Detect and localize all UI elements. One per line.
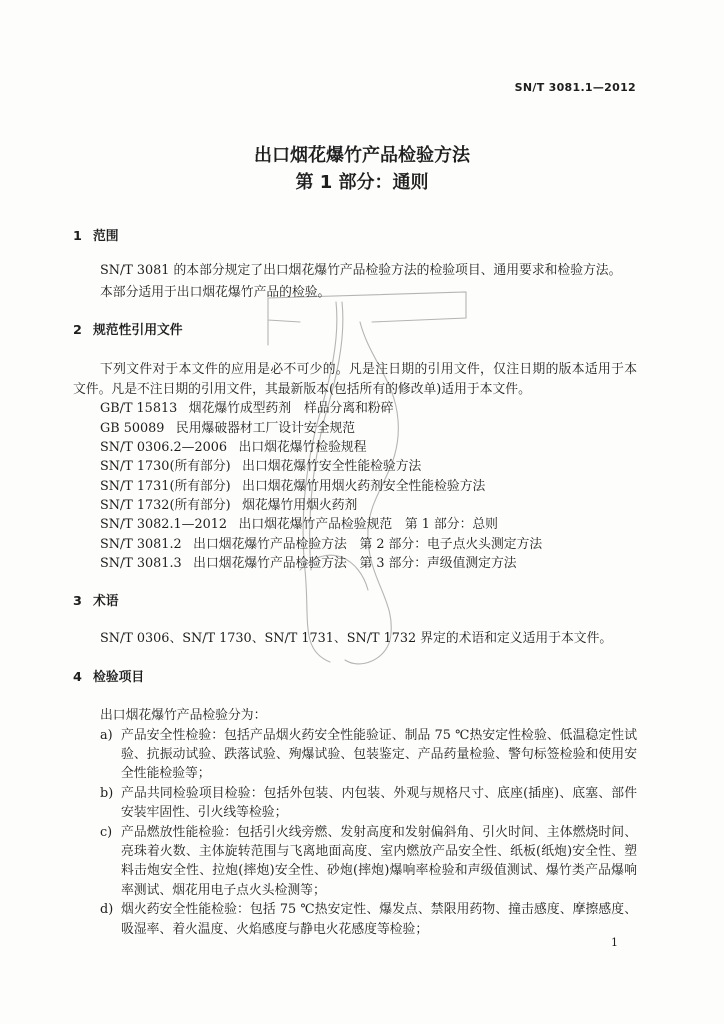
paragraph: 本部分适用于出口烟花爆竹产品的检验。 — [100, 285, 331, 301]
reference-list — [73, 399, 637, 574]
list-item — [100, 726, 637, 784]
section-heading — [73, 592, 637, 612]
reference-item — [100, 515, 637, 534]
reference-item — [100, 438, 637, 457]
list-item — [100, 823, 637, 901]
list-item-label: c) — [100, 824, 113, 840]
reference-title: 出口烟花爆竹检验规程 — [238, 439, 367, 455]
reference-item — [100, 477, 637, 496]
section-number: 2 — [73, 322, 82, 338]
list-item-text: 产品安全性检验：包括产品烟火药安全性能验证、制品 75 ℃热安定性检验、低温稳定性试验、抗振动试验、跌落试验、殉爆试验、包装鉴定、产品药量检验、警句标签检验和使用安全性能检验等； — [121, 727, 637, 782]
section-number: 3 — [73, 593, 82, 609]
reference-code: SN/T 0306.2—2006 — [100, 439, 228, 455]
reference-title: 出口烟花爆竹安全性能检验方法 — [242, 459, 422, 475]
section-title: 检验项目 — [93, 669, 145, 685]
reference-code: SN/T 3082.1—2012 — [100, 517, 228, 533]
list-item-text: 产品燃放性能检验：包括引火线旁燃、发射高度和发射偏斜角、引火时间、主体燃烧时间、亮珠着火数、主体旋转范围与飞离地面高度、室内燃放产品安全性、纸板(纸炮)安全性、塑料击炮安全性、拉炮(摔炮)安全性、砂炮(摔炮)爆响率检验和声级值测试、爆竹类产品爆响率测试、烟花用电子点火头检测等； — [121, 824, 637, 898]
section-number: 1 — [73, 229, 82, 244]
reference-code: GB 50089 — [100, 420, 165, 436]
inspection-item-list — [73, 726, 637, 939]
paragraph: 下列文件对于本文件的应用是必不可少的。凡是注日期的引用文件，仅注日期的版本适用于本文件。凡是不注日期的引用文件，其最新版本(包括所有的修改单)适用于本文件。 — [73, 362, 637, 397]
section-title: 规范性引用文件 — [93, 322, 183, 338]
title-main: 出口烟花爆竹产品检验方法 — [254, 145, 470, 166]
list-item — [100, 784, 637, 823]
reference-item — [100, 399, 637, 418]
page-number: 1 — [611, 936, 618, 949]
reference-item — [100, 496, 637, 515]
list-item-text: 产品共同检验项目检验：包括外包装、内包装、外观与规格尺寸、底座(插座)、底塞、部件安装牢固性、引火线等检验； — [121, 785, 637, 821]
section-normative-references — [73, 321, 637, 574]
list-item-label: b) — [100, 785, 114, 801]
document-title — [0, 142, 724, 196]
section-heading — [73, 227, 637, 247]
reference-title: 出口烟花爆竹产品检验方法 第 3 部分：声级值测定方法 — [193, 556, 517, 572]
reference-item — [100, 419, 637, 438]
paragraph: SN/T 0306、SN/T 1730、SN/T 1731、SN/T 1732 界定的术语和定义适用于本文件。 — [100, 631, 613, 647]
document-code: SN/T 3081.1—2012 — [514, 81, 636, 94]
reference-code: GB/T 15813 — [100, 401, 178, 417]
section-inspection-items — [73, 668, 637, 939]
document-body — [73, 227, 637, 939]
section-heading — [73, 668, 637, 688]
list-item-label: a) — [100, 727, 113, 743]
reference-item — [100, 535, 637, 554]
section-terms — [73, 592, 637, 649]
list-item-label: d) — [100, 902, 114, 918]
reference-code: SN/T 1730(所有部分) — [100, 459, 231, 475]
reference-title: 民用爆破器材工厂设计安全规范 — [175, 420, 356, 436]
list-item-text: 烟火药安全性能检验：包括 75 ℃热安定性、爆发点、禁限用药物、撞击感度、摩擦感度、吸湿率、着火温度、火焰感度与静电火花感度等检验； — [121, 902, 637, 937]
section-title: 范围 — [93, 229, 119, 244]
section-title: 术语 — [93, 593, 119, 609]
paragraph: 出口烟花爆竹产品检验分为： — [100, 708, 267, 724]
reference-item — [100, 457, 637, 476]
list-item — [100, 900, 637, 939]
reference-code: SN/T 3081.2 — [100, 536, 182, 552]
section-scope — [73, 227, 637, 303]
reference-code: SN/T 1732(所有部分) — [100, 498, 231, 514]
reference-code: SN/T 3081.3 — [100, 556, 182, 572]
title-part: 第 1 部分：通则 — [295, 172, 429, 193]
section-heading — [73, 321, 637, 341]
reference-title: 出口烟花爆竹产品检验方法 第 2 部分：电子点火头测定方法 — [193, 536, 543, 552]
reference-title: 烟花爆竹用烟火药剂 — [242, 498, 358, 514]
section-number: 4 — [73, 669, 82, 685]
reference-title: 出口烟花爆竹产品检验规范 第 1 部分：总则 — [238, 517, 498, 533]
paragraph: SN/T 3081 的本部分规定了出口烟花爆竹产品检验方法的检验项目、通用要求和检验方法。 — [100, 263, 622, 278]
reference-item — [100, 554, 637, 573]
reference-title: 出口烟花爆竹用烟火药剂安全性能检验方法 — [242, 478, 486, 494]
reference-title: 烟花爆竹成型药剂 样品分离和粉碎 — [188, 401, 394, 417]
reference-code: SN/T 1731(所有部分) — [100, 478, 231, 494]
